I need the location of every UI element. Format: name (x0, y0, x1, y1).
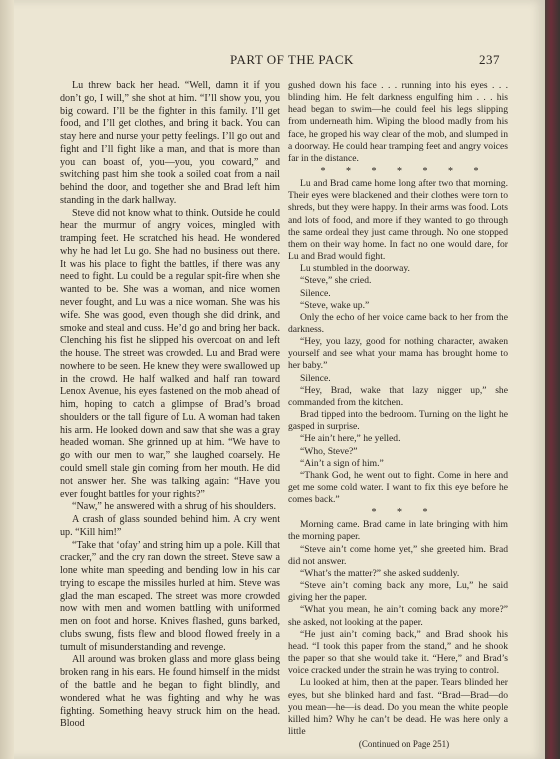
paragraph: “Steve,” she cried. (300, 275, 372, 287)
left-column (60, 80, 280, 731)
paragraph: “Steve, wake up.” (300, 299, 370, 311)
paragraph: Silence. (300, 372, 331, 384)
paragraph: “Ain’t a sign of him.” (300, 457, 384, 469)
paragraph: “Steve ain’t coming back any more, Lu,” he said giving her the paper. (288, 580, 508, 604)
paragraph: All around was broken glass and more glass being broken rang in his ears. He found himself in the midst of the battle and he began to fight blindly, and wondered what he was fighting and why he was fighting. Something heavy struck him on the head. Blood (60, 654, 280, 730)
paragraph: A crash of glass sounded behind him. A cry went up. “Kill him!” (60, 514, 280, 538)
paragraph: “Steve ain’t come home yet,” she greeted him. Brad did not answer. (288, 543, 508, 567)
paragraph: Silence. (300, 287, 331, 299)
continued-note: (Continued on Page 251) (358, 739, 450, 750)
right-column (288, 80, 508, 750)
paragraph: “He ain’t here,” he yelled. (300, 433, 401, 445)
paragraph: “What you mean, he ain’t coming back any more?” she asked, not looking at the paper. (288, 604, 508, 628)
paragraph: Lu threw back her head. “Well, damn it if you don’t go, I will,” she shot at him. “I’ll show you, you big coward. I’ll be the fighter in this family. I’ll get food, and I’ll get clothes, and bring it back. You can stay here and nurse your petty feelings. I’ll go out and fight and I’ll fight like a man, and that is more than you can boast of, you—you, you coward,” and switching past him she took a soiled coat from a nail behind the door, and together she and Brad left him standing in the dark hallway. (60, 80, 280, 206)
paragraph: “Naw,” he answered with a shrug of his shoulders. (72, 501, 276, 513)
paragraph: Lu looked at him, then at the paper. Tears blinded her eyes, but she blinked hard and fast. “Brad—Brad—do you mean—he—is dead. Do you mean the white people killed him? Why he can’t be dead. He was here only a little (288, 677, 508, 737)
paragraph: Morning came. Brad came in late bringing with him the morning paper. (288, 519, 508, 543)
paragraph: “He just ain’t coming back,” and Brad shook his head. “I took this paper from the stand,” and he shook the paper so that she would take it. “Here,” and Brad’s voice cracked under the strain he was trying to control. (288, 628, 508, 677)
page-number: 237 (479, 52, 500, 67)
running-head (60, 52, 500, 68)
section-separator: * * * (371, 507, 437, 519)
paragraph: Brad tipped into the bedroom. Turning on the light he gasped in surprise. (288, 409, 508, 433)
paragraph: “Hey, Brad, wake that lazy nigger up,” she commanded from the kitchen. (288, 384, 508, 408)
paragraph: Lu stumbled in the doorway. (300, 263, 410, 275)
chapter-title: PART OF THE PACK (230, 52, 354, 67)
paragraph: “Hey, you lazy, good for nothing character, awaken yourself and see what your mama has brought home to her baby.” (288, 336, 508, 372)
book-page-edge (545, 0, 560, 759)
paragraph: gushed down his face . . . running into his eyes . . . blinding him. He felt darkness engulfing him . . . his head began to swim—he could feel his legs slipping from underneath him. Wiping the blood madly from his face, he groped his way clear of the mob, and slumped in a doorway. He could hear tramping feet and angry voices far in the distance. (288, 80, 508, 164)
paragraph: “Thank God, he went out to fight. Come in here and get me some cold water. I want to fix this eye before he comes back.” (288, 469, 508, 506)
paragraph: “What’s the matter?” she asked suddenly. (300, 567, 460, 579)
paragraph: Only the echo of her voice came back to her from the darkness. (288, 311, 508, 335)
paragraph: Lu and Brad came home long after two that morning. Their eyes were blackened and their clothes were torn to shreds, but they were happy. In their arms was food. Lots and lots of food, and more if they wanted to go through the same ordeal they just came through. No one stopped them on their way home. In fact no one would dare, for Lu and Brad would fight. (288, 178, 508, 263)
paragraph: Steve did not know what to think. Outside he could hear the murmur of angry voices, mingled with tramping feet. He scratched his head. He wondered why he had let Lu go. She had no business out there. It was his place to fight the battles, if there was any need to fight. Lu could be a regular spit-fire when she wanted to be. She was a woman, and nice women never fought, and Lu was a nice woman. She was his wife. She was good, even though she did drink, and smoke and steal and cuss. He’d go and bring her back. Clenching his fist he slipped his overcoat on and left the house. The street was crowded. Lu and Brad were nowhere to be seen. He knew they were swallowed up in the crowd. He half walked and half ran toward Lenox Avenue, his eyes fastened on the mob ahead of him, hoping to catch a glimpse of Brad’s broad shoulders or the tall figure of Lu. A woman had taken his arm. He looked down and saw that she was a gray headed woman. She grinned up at him. “We have to go with our men to war,” she laughed coarsely. He could smell stale gin coming from her mouth. He did not answer her. She was talking again: “Have you ever fought battles for your rights?” (60, 207, 280, 500)
section-separator: * * * * * * * (320, 166, 488, 178)
paragraph: “Take that ‘ofay’ and string him up a pole. Kill that cracker,” and the cry ran down the street. Steve saw a lone white man speeding and bending low in his car trying to escape the missiles hurled at him. Steve was glad the man escaped. The street was more crowded now with men and women battling with uniformed men on foot and horse. Knives flashed, guns barked, clubs swung, fists flew and blood flowed freely in a tumult of misunderstanding and revenge. (60, 539, 280, 653)
paragraph: “Who, Steve?” (300, 445, 358, 457)
book-spine-shadow (0, 0, 14, 759)
